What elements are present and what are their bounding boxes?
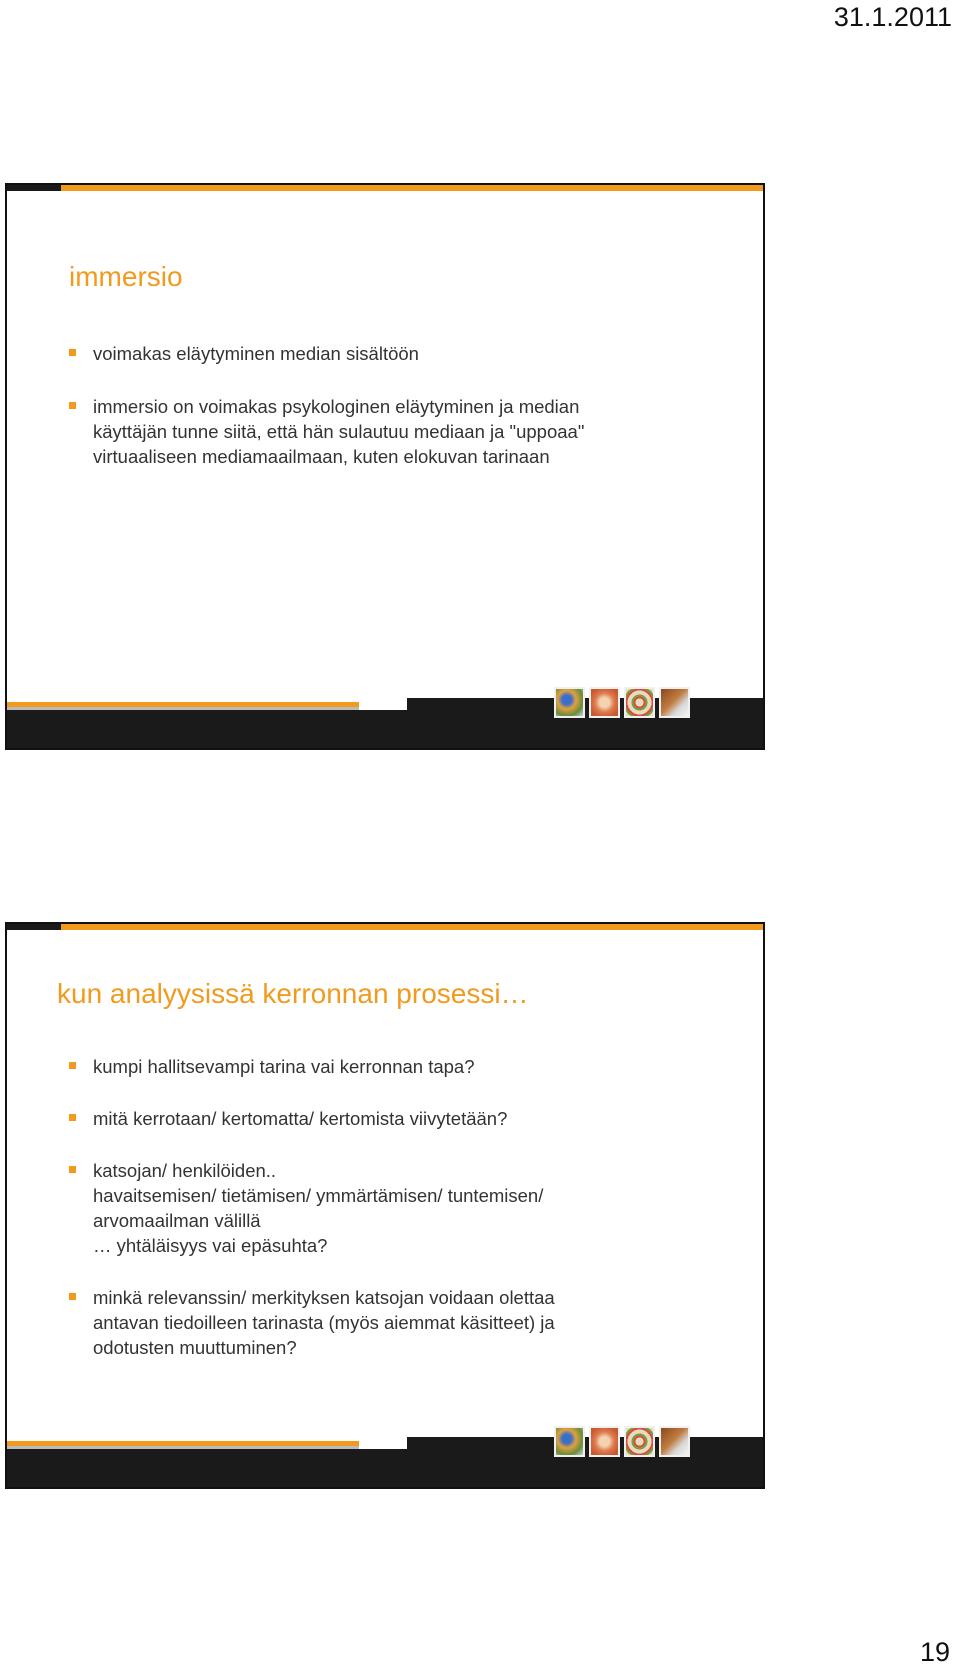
- thumbnail-strip: [554, 1426, 690, 1457]
- bullet-line: havaitsemisen/ tietämisen/ ymmärtämisen/ tuntemisen/: [93, 1185, 544, 1206]
- bullet-line: odotusten muuttuminen?: [93, 1337, 297, 1358]
- page-number: 19: [919, 1637, 950, 1667]
- bullet-line: virtuaaliseen mediamaailmaan, kuten elokuvan tarinaan: [93, 446, 550, 467]
- bullet-line: antavan tiedoilleen tarinasta (myös aiemmat käsitteet) ja: [93, 1312, 555, 1333]
- bullet-line: immersio on voimakas psykologinen eläytyminen ja median: [93, 396, 580, 417]
- bullet-line: mitä kerrotaan/ kertomatta/ kertomista viivytetään?: [93, 1108, 508, 1129]
- bullet-item: [67, 1054, 693, 1079]
- bullet-line: kumpi hallitsevampi tarina vai kerronnan tapa?: [93, 1056, 475, 1077]
- bullet-list: [67, 1054, 693, 1387]
- bullet-item: [67, 341, 693, 366]
- thumbnail-image-1: [554, 1426, 585, 1457]
- bullet-marker-icon: [69, 349, 76, 356]
- top-bar-orange: [61, 924, 763, 930]
- bullet-item: [67, 1106, 693, 1131]
- thumbnail-strip: [554, 687, 690, 718]
- bullet-line: … yhtäläisyys vai epäsuhta?: [93, 1235, 328, 1256]
- thumbnail-image-3: [624, 687, 655, 718]
- top-bar-orange: [61, 185, 763, 191]
- thumbnail-image-4: [659, 1426, 690, 1457]
- top-bar-dark: [7, 924, 61, 930]
- bullet-item: [67, 1158, 693, 1258]
- thumbnail-image-1: [554, 687, 585, 718]
- top-bar-dark: [7, 185, 61, 191]
- slide-title: immersio: [69, 261, 183, 292]
- bullet-line: minkä relevanssin/ merkityksen katsojan voidaan olettaa: [93, 1287, 555, 1308]
- bullet-marker-icon: [69, 1062, 76, 1069]
- bullet-item: [67, 394, 693, 469]
- thumbnail-image-4: [659, 687, 690, 718]
- bullet-marker-icon: [69, 1114, 76, 1121]
- bullet-item: [67, 1285, 693, 1360]
- thumbnail-image-2: [589, 1426, 620, 1457]
- thumbnail-image-2: [589, 687, 620, 718]
- thumbnail-image-3: [624, 1426, 655, 1457]
- page-date: 31.1.2011: [833, 2, 952, 32]
- bullet-marker-icon: [69, 1293, 76, 1300]
- bullet-marker-icon: [69, 402, 76, 409]
- bullet-line: arvomaailman välillä: [93, 1210, 261, 1231]
- bullet-line: käyttäjän tunne siitä, että hän sulautuu mediaan ja "uppoaa": [93, 421, 585, 442]
- slide-title: kun analyysissä kerronnan prosessi…: [57, 978, 529, 1009]
- slide-immersio: [5, 183, 765, 750]
- slide-kerronnan-prosessi: [5, 922, 765, 1489]
- bullet-list: [67, 341, 693, 497]
- bullet-line: voimakas eläytyminen median sisältöön: [93, 343, 419, 364]
- bullet-marker-icon: [69, 1166, 76, 1173]
- bullet-line: katsojan/ henkilöiden..: [93, 1160, 277, 1181]
